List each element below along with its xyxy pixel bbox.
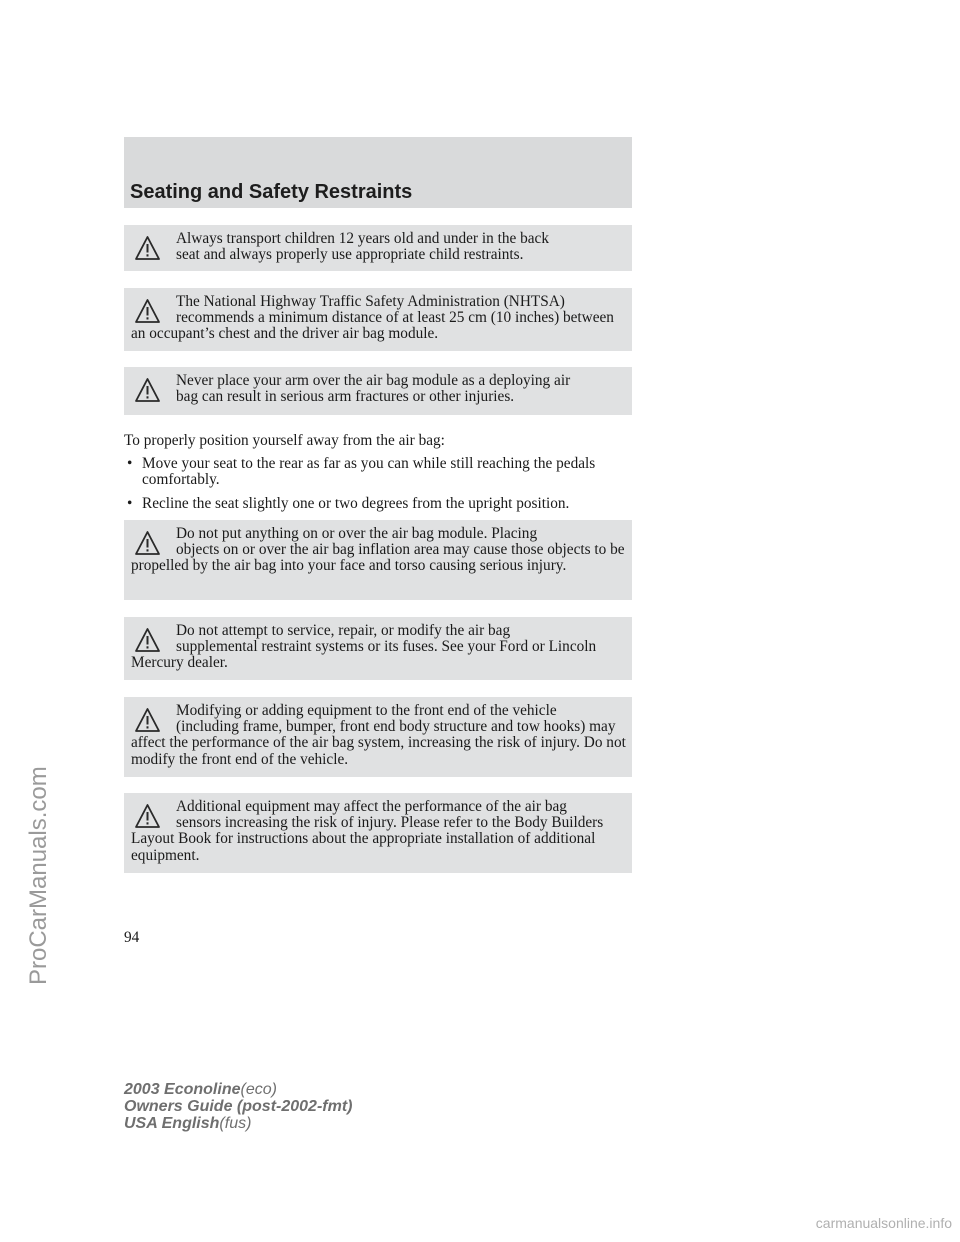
section-header: [124, 137, 632, 208]
warning-triangle-icon: [134, 298, 161, 324]
warning-text-lead: Do not put anything on or over the air bag module. Placing: [176, 525, 538, 542]
watermark-text: ProCarManuals.com: [25, 766, 52, 985]
warning-triangle-icon: [134, 530, 161, 556]
warning-text-lead: Modifying or adding equipment to the front end of the vehicle: [176, 702, 557, 719]
warning-text-lead: Never place your arm over the air bag module as a deploying air: [176, 372, 571, 389]
footer-language: USA English: [124, 1115, 220, 1132]
warning-text-lead: Always transport children 12 years old and under in the back: [176, 230, 549, 247]
page-title: Seating and Safety Restraints: [130, 181, 413, 203]
footer-model-code: (eco): [240, 1081, 277, 1098]
warning-text: bag can result in serious arm fractures or other injuries.: [176, 388, 515, 406]
list-item: [124, 496, 644, 512]
warning-box: [124, 367, 632, 415]
warning-text: seat and always properly use appropriate child restraints.: [176, 246, 524, 264]
warning-box: [124, 793, 632, 873]
list-item: [124, 456, 644, 488]
warning-box: [124, 697, 632, 777]
warning-text-lead: Additional equipment may affect the performance of the air bag: [176, 798, 567, 815]
site-footer-link[interactable]: carmanualsonline.info: [815, 1215, 952, 1231]
warning-triangle-icon: [134, 803, 161, 829]
warning-text-lead: Do not attempt to service, repair, or modify the air bag: [176, 622, 511, 639]
warning-text: recommends a minimum distance of at least 25 cm (10 inches) between an occupant’s chest and the driver air bag module.: [131, 309, 614, 343]
warning-text: objects on or over the air bag inflation area may cause those objects to be propelled by the air bag into your face and torso causing serious injury.: [131, 541, 625, 575]
bullet-icon: •: [127, 455, 133, 472]
warning-box: [124, 225, 632, 271]
list-item-text: Recline the seat slightly one or two degrees from the upright position.: [142, 495, 570, 512]
warning-box: [124, 288, 632, 351]
warning-text-lead: The National Highway Traffic Safety Administration (NHTSA): [176, 293, 565, 310]
warning-box: [124, 617, 632, 680]
warning-text: sensors increasing the risk of injury. Please refer to the Body Builders Layout Book for instructions about the appropriate installation of additional equipment.: [131, 814, 604, 864]
intro-text: To properly position yourself away from the air bag:: [124, 432, 445, 449]
warning-text: supplemental restraint systems or its fuses. See your Ford or Lincoln Mercury dealer.: [131, 638, 597, 672]
warning-triangle-icon: [134, 627, 161, 653]
warning-box: [124, 520, 632, 600]
page-number: 94: [124, 929, 140, 946]
footer-guide: Owners Guide (post-2002-fmt): [124, 1098, 353, 1115]
warning-text: (including frame, bumper, front end body structure and tow hooks) may affect the performance of the air bag system, increasing the risk of injury. Do not modify the front end of the vehicle.: [131, 718, 626, 768]
bullet-icon: •: [127, 495, 133, 512]
footer-model: 2003 Econoline: [124, 1081, 241, 1098]
warning-triangle-icon: [134, 377, 161, 403]
list-item-text: Move your seat to the rear as far as you can while still reaching the pedals comfortably.: [142, 455, 596, 489]
document-footer: [124, 1081, 352, 1132]
warning-triangle-icon: [134, 707, 161, 733]
warning-triangle-icon: [134, 235, 161, 261]
footer-language-code: (fus): [219, 1115, 252, 1132]
